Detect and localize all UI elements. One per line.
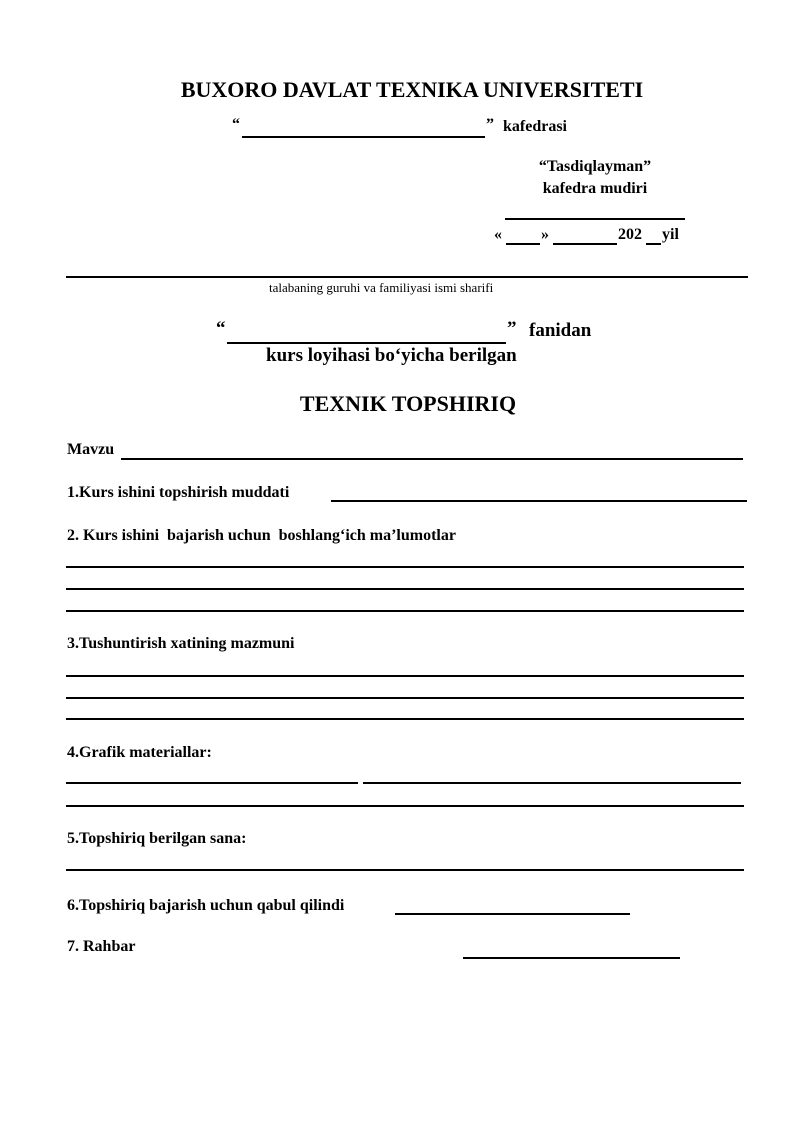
initial-data-line-1[interactable] [66, 566, 744, 568]
explanatory-note-line-3[interactable] [66, 718, 744, 720]
explanatory-note-label: 3.Tushuntirish xatining mazmuni [67, 635, 295, 652]
subject-suffix: fanidan [529, 320, 592, 341]
date-open-bracket: « [494, 226, 502, 243]
topic-label: Mavzu [67, 441, 115, 458]
graphic-materials-line-1a[interactable] [66, 782, 358, 784]
subject-close-quote: ” [507, 318, 517, 339]
subject-open-quote: “ [216, 318, 226, 339]
issue-date-label: 5.Topshiriq berilgan sana: [67, 830, 247, 847]
subject-line2: kurs loyihasi bo‘yicha berilgan [266, 345, 517, 366]
initial-data-line-3[interactable] [66, 610, 744, 612]
supervisor-label: 7. Rahbar [67, 938, 136, 955]
initial-data-line-2[interactable] [66, 588, 744, 590]
department-suffix: kafedrasi [503, 118, 567, 135]
head-signature-line[interactable] [505, 218, 685, 220]
department-name-line[interactable] [242, 136, 485, 138]
topic-line[interactable] [121, 458, 743, 460]
graphic-materials-line-1b[interactable] [363, 782, 741, 784]
subject-name-line[interactable] [227, 342, 506, 344]
document-title: TEXNIK TOPSHIRIQ [299, 391, 517, 416]
department-close-quote: ” [486, 116, 494, 133]
year-suffix: yil [662, 226, 679, 243]
head-of-department-label: kafedra mudiri [542, 180, 648, 197]
student-caption: talabaning guruhi va familiyasi ismi sharifi [269, 280, 494, 295]
university-title: BUXORO DAVLAT TEXNIKA UNIVERSITETI [180, 77, 644, 102]
explanatory-note-line-2[interactable] [66, 697, 744, 699]
date-day-line[interactable] [506, 243, 540, 245]
student-name-line[interactable] [66, 276, 748, 278]
approval-label: “Tasdiqlayman” [538, 158, 652, 175]
graphic-materials-label: 4.Grafik materiallar: [67, 744, 212, 761]
graphic-materials-line-2[interactable] [66, 805, 744, 807]
accepted-label: 6.Topshiriq bajarish uchun qabul qilindi [67, 897, 345, 914]
date-close-bracket: » [541, 226, 549, 243]
year-digit-line[interactable] [646, 243, 661, 245]
accepted-line[interactable] [395, 913, 630, 915]
issue-date-line[interactable] [66, 869, 744, 871]
supervisor-signature-line[interactable] [463, 957, 680, 959]
department-open-quote: “ [232, 116, 240, 133]
date-month-line[interactable] [553, 243, 617, 245]
deadline-line[interactable] [331, 500, 747, 502]
year-label: 202 [618, 226, 642, 243]
deadline-label: 1.Kurs ishini topshirish muddati [67, 484, 290, 501]
explanatory-note-line-1[interactable] [66, 675, 744, 677]
initial-data-label: 2. Kurs ishini bajarish uchun boshlang‘ich ma’lumotlar [67, 527, 456, 544]
